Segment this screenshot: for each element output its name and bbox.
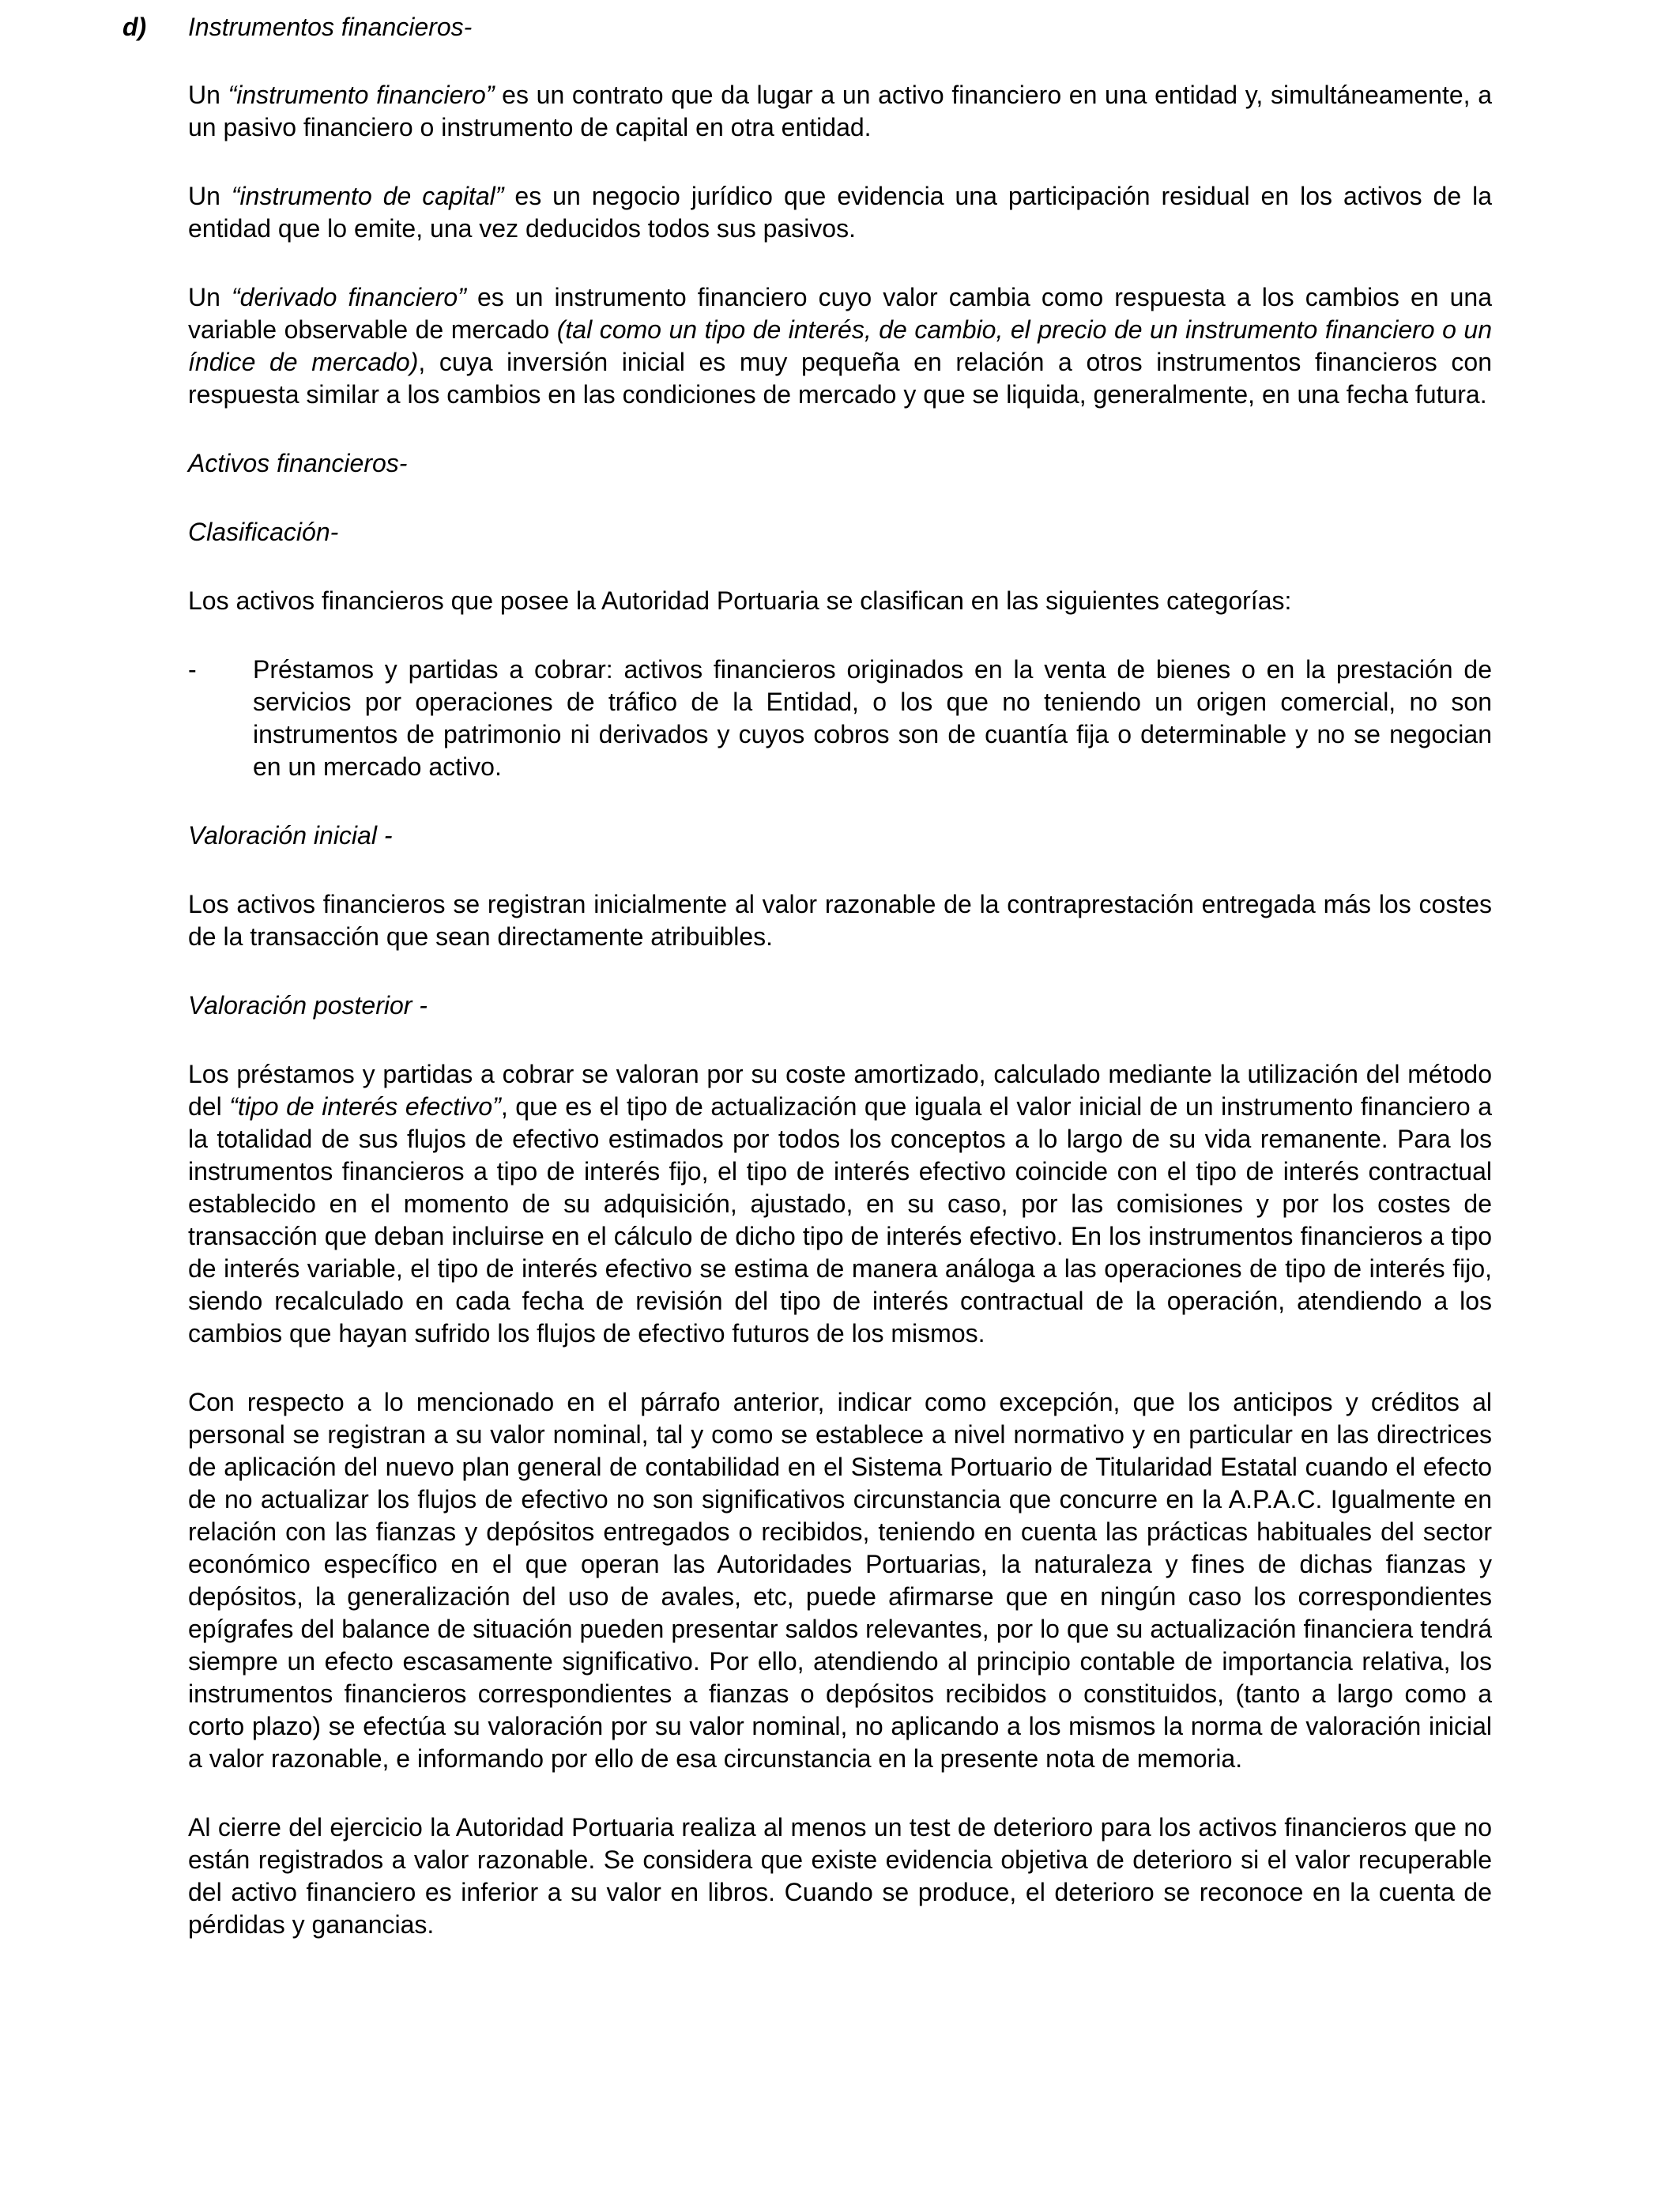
list-item-text: Préstamos y partidas a cobrar: activos financieros originados en la venta de bienes o en la prestación de servicios por operaciones de tráfico de la Entidad, o los que no teniendo un origen comercial, no son instrumentos de patrimonio ni derivados y cuyos cobros son de cuantía fija o determinable y no se negocian en un mercado activo. [253,655,1492,781]
paragraph-valoracion-inicial: Los activos financieros se registran inicialmente al valor razonable de la contraprestación entregada más los costes de la transacción que sean directamente atribuibles. [188,890,1492,951]
text-run: Un [188,81,228,109]
paragraph-clasificacion: Los activos financieros que posee la Autoridad Portuaria se clasifican en las siguientes categorías: [188,586,1292,615]
text-run: Un [188,182,232,210]
text-run: , cuya inversión inicial es muy pequeña en relación a otros instrumentos financieros con respuesta similar a los cambios en las condiciones de mercado y que se liquida, generalmente, en una fecha futura. [188,348,1493,409]
subheading-valoracion-inicial: Valoración inicial - [188,821,393,850]
section-heading [122,9,1497,44]
subheading-valoracion-posterior: Valoración posterior - [188,991,428,1020]
text-run: , que es el tipo de actualización que iguala el valor inicial de un instrumento financiero a la totalidad de sus flujos de efectivo estimados por todos los conceptos a lo largo de su vida remanente. Para los instrumentos financieros a tipo de interés fijo, el tipo de interés efectivo coincide con el tipo de interés contractual establecido en el momento de su adquisición, ajustado, en su caso, por las comisiones y por los costes de transacción que deban incluirse en el cálculo de dicho tipo de interés efectivo. En los instrumentos financieros a tipo de interés variable, el tipo de interés efectivo se estima de manera análoga a las operaciones de tipo de interés fijo, siendo recalculado en cada fecha de revisión del tipo de interés contractual de la operación, atendiendo a los cambios que hayan sufrido los flujos de efectivo futuros de los mismos. [188,1092,1493,1348]
section-letter: d) [122,13,147,41]
term-instrumento-capital: “instrumento de capital” [231,182,504,210]
term-tipo-interes-efectivo: “tipo de interés efectivo” [229,1092,501,1121]
text-run: Un [188,283,232,311]
text-run: es un negocio jurídico que evidencia una participación residual en los activos de la entidad que lo emite, una vez deducidos todos sus pasivos. [188,182,1493,243]
term-derivado-financiero: “derivado financiero” [231,283,466,311]
italic-example: (tal como un tipo de interés, de cambio, el precio de un instrumento financiero o un índice de mercado) [188,315,1493,376]
paragraph-instrumento-financiero [188,79,1492,144]
paragraph-excepcion: Con respecto a lo mencionado en el párrafo anterior, indicar como excepción, que los anticipos y créditos al personal se registran a su valor nominal, tal y como se establece a nivel normativo y en particular en las directrices de aplicación del nuevo plan general de contabilidad en el Sistema Portuario de Titularidad Estatal cuando el efecto de no actualizar los flujos de efectivo no son significativos circunstancia que concurre en la A.P.A.C. Igualmente en relación con las fianzas y depósitos entregados o recibidos, teniendo en cuenta las prácticas habituales del sector económico específico en el que operan las Autoridades Portuarias, la naturaleza y fines de dichas fianzas y depósitos, la generalización del uso de avales, etc, puede afirmarse que en ningún caso los correspondientes epígrafes del balance de situación pueden presentar saldos relevantes, por lo que su actualización financiera tendrá siempre un efecto escasamente significativo. Por ello, atendiendo al principio contable de importancia relativa, los instrumentos financieros correspondientes a fianzas o depósitos recibidos o constituidos, (tanto a largo como a corto plazo) se efectúa su valoración por su valor nominal, no aplicando a los mismos la norma de valoración inicial a valor razonable, e informando por ello de esa circunstancia en la presente nota de memoria. [188,1388,1492,1773]
document-body [188,79,1492,1977]
term-instrumento-financiero: “instrumento financiero” [228,81,495,109]
paragraph-valoracion-posterior [188,1058,1492,1350]
text-run: es un instrumento financiero cuyo valor cambia como respuesta a los cambios en una variable observable de mercado [188,283,1493,344]
subheading-activos-financieros: Activos financieros- [188,449,408,477]
paragraph-derivado-financiero [188,281,1492,411]
paragraph-instrumento-capital [188,180,1492,245]
text-run: es un contrato que da lugar a un activo financiero en una entidad y, simultáneamente, a un pasivo financiero o instrumento de capital en otra entidad. [188,81,1492,141]
section-title: Instrumentos financieros- [188,13,473,41]
paragraph-deterioro: Al cierre del ejercicio la Autoridad Portuaria realiza al menos un test de deterioro para los activos financieros que no están registrados a valor razonable. Se considera que existe evidencia objetiva de deterioro si el valor recuperable del activo financiero es inferior a su valor en libros. Cuando se produce, el deterioro se reconoce en la cuenta de pérdidas y ganancias. [188,1813,1492,1939]
list-bullet: - [188,655,197,684]
list-item [188,654,1492,783]
subheading-clasificacion: Clasificación- [188,518,339,546]
text-run: Los préstamos y partidas a cobrar se valoran por su coste amortizado, calculado mediante la utilización del método del [188,1060,1492,1121]
